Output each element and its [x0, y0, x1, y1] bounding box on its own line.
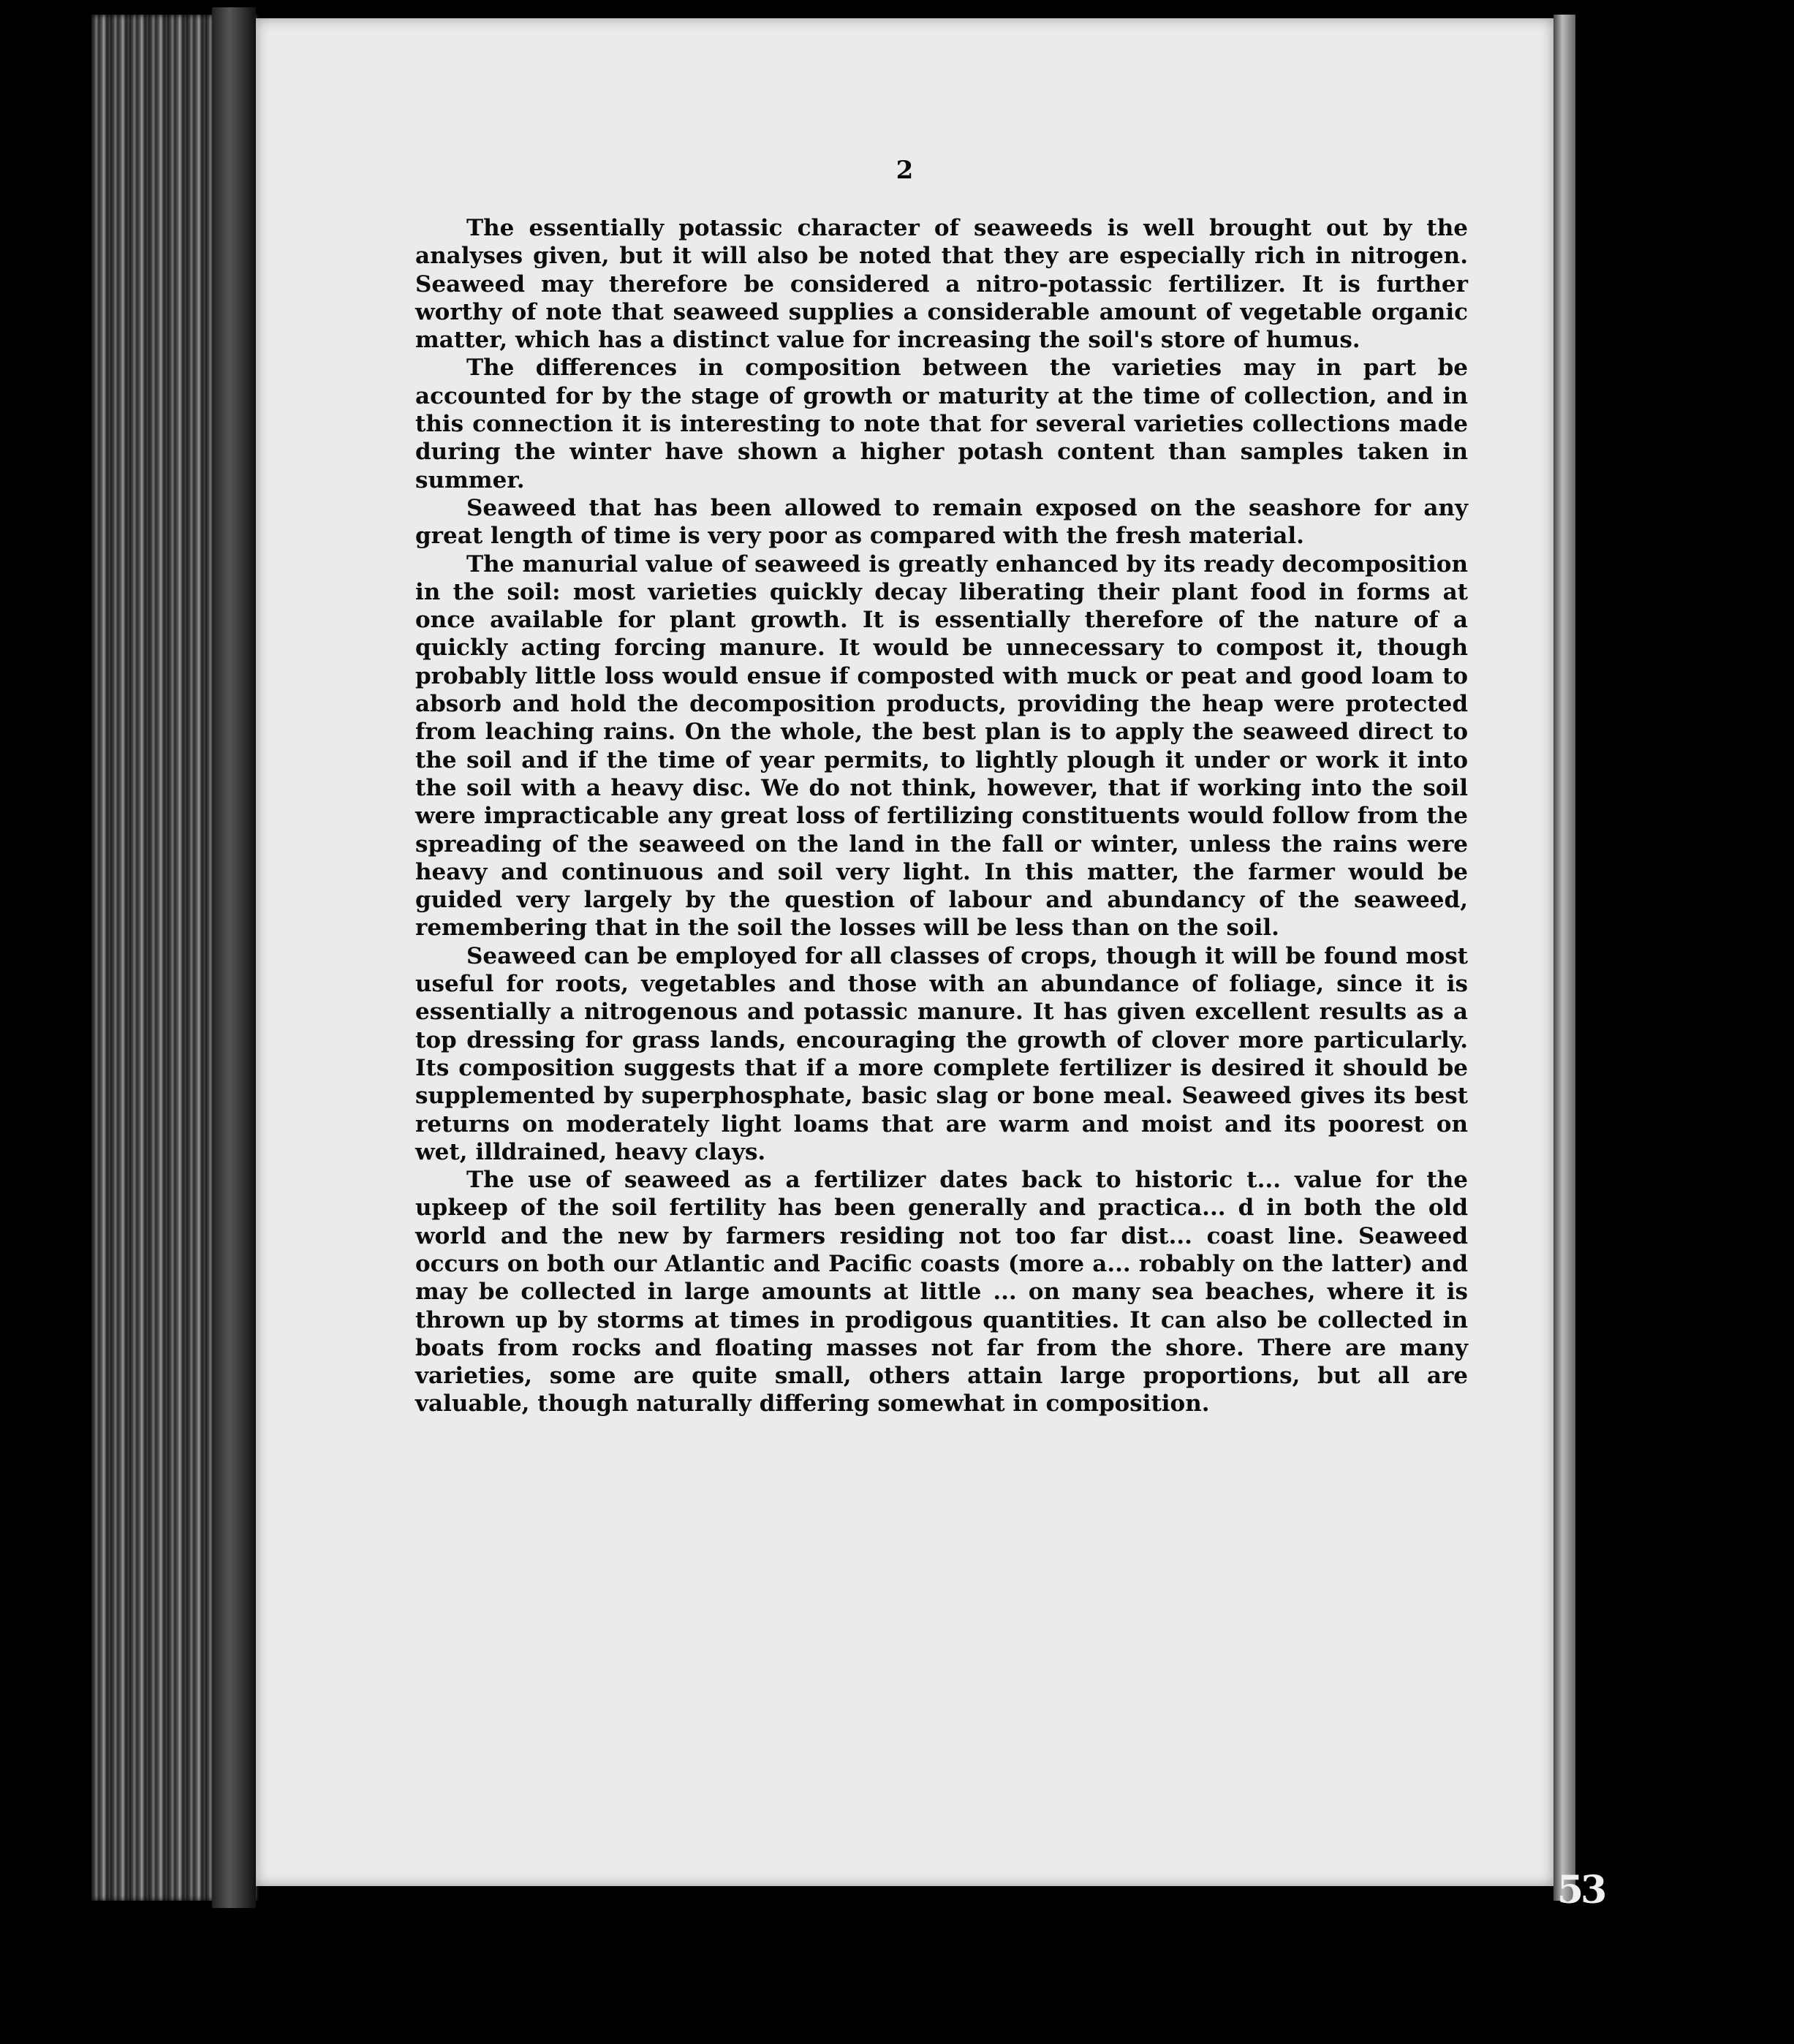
corner-mark: 53 [1557, 1868, 1605, 1912]
paragraph-manurial-value: The manurial value of seaweed is greatly enhanced by its ready decomposition in the soil: most varieties quickly decay liberating their plant food in forms at once available for plant growth. It is essentially therefore of the nature of a quickly acting forcing manure. It would be unnecessary to compost it, though probably little loss would ensue if composted with muck or peat and good loam to absorb and hold the decomposition products, providing the heap were protected from leaching rains. On the whole, the best plan is to apply the seaweed direct to the soil and if the time of year permits, to lightly plough it under or work it into the soil with a heavy disc. We do not think, however, that if working into the soil were impracticable any great loss of fertilizing constituents would follow from the spreading of the seaweed on the land in the fall or winter, unless the rains were heavy and continuous and soil very light. In this matter, the farmer would be guided very largely by the question of labour and abundancy of the seaweed, remembering that in the soil the losses will be less than on the soil. [415, 550, 1468, 942]
paragraph-history-of-use: The use of seaweed as a fertilizer dates back to historic t... value for the upkeep of the soil fertility has been generally and practica... d in both the old world and the new by farmers residing not too far dist... coast line. Seaweed occurs on both our Atlantic and Pacific coasts (more a... robably on the latter) and may be collected in large amounts at little ... on many sea beaches, where it is thrown up by storms at times in prodigous quantities. It can also be collected in boats from rocks and floating masses not far from the shore. There are many varieties, some are quite small, others attain large proportions, but all are valuable, though naturally differing somewhat in composition. [415, 1167, 1468, 1417]
page-number: 2 [896, 156, 914, 185]
page-sheet [256, 18, 1553, 1886]
paragraph-crop-use: Seaweed can be employed for all classes of crops, though it will be found most useful for roots, vegetables and those with an abundance of foliage, since it is essentially a nitrogenous and potassic manure. It has given excellent results as a top dressing for grass lands, encouraging the growth of clover more particularly. Its composition suggests that if a more complete fertilizer is desired it should be supplemented by superphosphate, basic slag or bone meal. Seaweed gives its best returns on moderately light loams that are warm and moist and its poorest on wet, illdrained, heavy clays. [415, 942, 1468, 1165]
paragraph-exposed-seaweed: Seaweed that has been allowed to remain exposed on the seashore for any great length of time is very poor as compared with the fresh material. [415, 494, 1468, 550]
page-right-edge [1553, 15, 1575, 1901]
paragraph-potassic-character: The essentially potassic character of seaweeds is well brought out by the analyses given, but it will also be noted that they are especially rich in nitrogen. Seaweed may therefore be considered a nitro-potassic fertilizer. It is further worthy of note that seaweed supplies a considerable amount of vegetable organic matter, which has a distinct value for increasing the soil's store of humus. [415, 215, 1468, 354]
book-spine-shadow [212, 7, 256, 1908]
paragraph-composition-differences: The differences in composition between the varieties may in part be accounted for by the stage of growth or maturity at the time of collection, and in this connection it is interesting to note that for several varieties collections made during the winter have shown a higher potash content than samples taken in summer. [415, 355, 1468, 493]
body-text [415, 214, 1468, 1418]
